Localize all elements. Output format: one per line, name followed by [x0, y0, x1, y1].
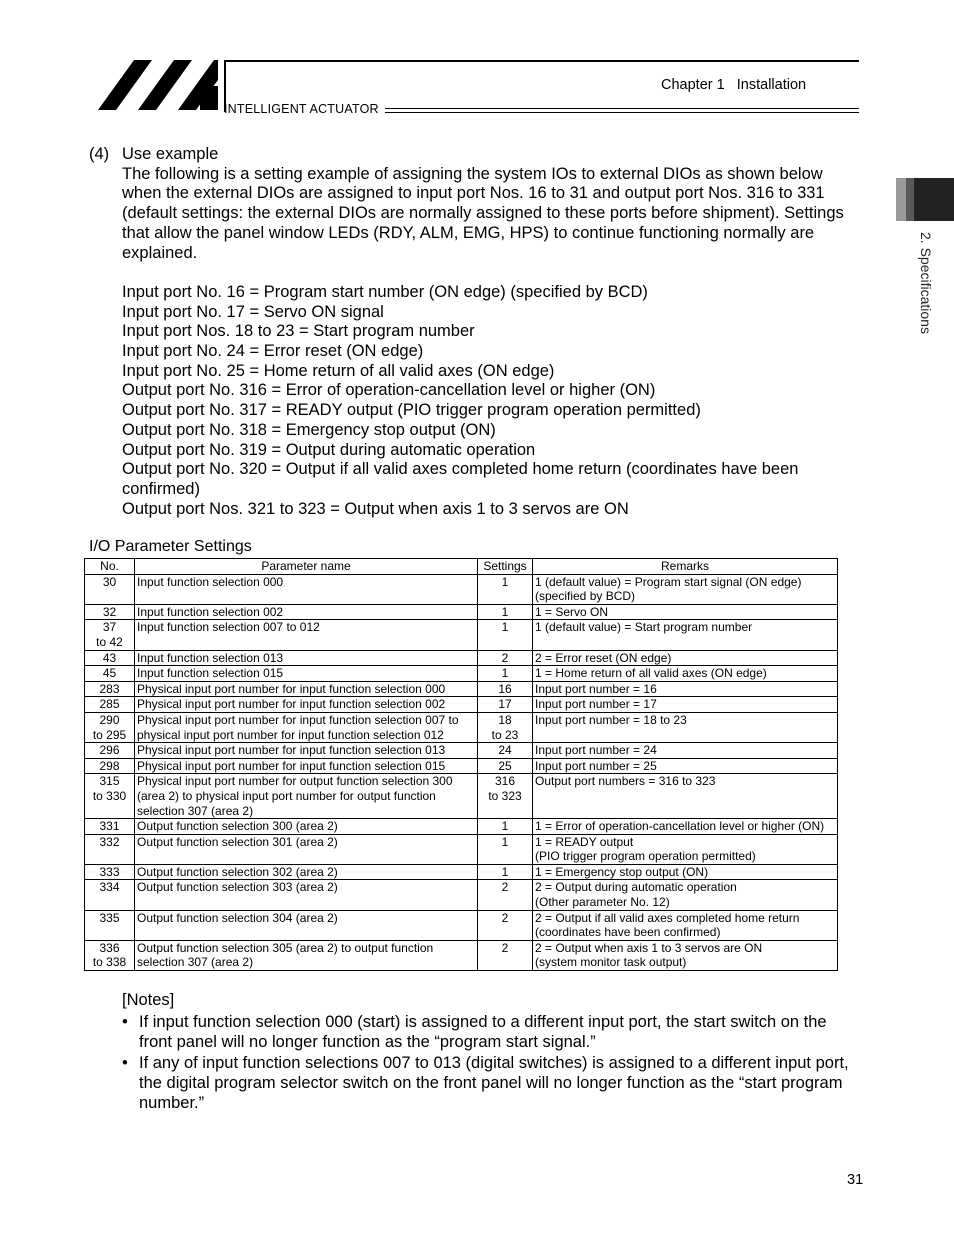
settings-cell: 1 [478, 574, 533, 604]
section-title: Use example [122, 145, 219, 163]
param-no-cell: 334 [85, 880, 135, 910]
port-assignment-item: Input port No. 17 = Servo ON signal [122, 302, 384, 321]
remarks-cell: 2 = Output if all valid axes completed home return (coordinates have been confirmed) [533, 910, 838, 940]
param-no-cell: 30 [85, 574, 135, 604]
table-row [85, 574, 838, 604]
remarks-cell: 1 = READY output (PIO trigger program operation permitted) [533, 834, 838, 864]
table-row [85, 774, 838, 819]
param-name-cell: Input function selection 000 [135, 574, 478, 604]
table-row [85, 604, 838, 620]
port-assignment-item: Output port Nos. 321 to 323 = Output when axis 1 to 3 servos are ON [122, 499, 629, 518]
table-row [85, 910, 838, 940]
param-name-cell: Input function selection 007 to 012 [135, 620, 478, 650]
port-assignment-list [122, 283, 862, 519]
param-name-cell: Output function selection 303 (area 2) [135, 880, 478, 910]
header-parameter-name: Parameter name [135, 559, 478, 575]
param-no-cell: 283 [85, 681, 135, 697]
table-row [85, 681, 838, 697]
param-no-cell: 290 to 295 [85, 712, 135, 742]
bullet-icon: • [122, 1054, 128, 1072]
settings-cell: 18 to 23 [478, 712, 533, 742]
table-row [85, 712, 838, 742]
table-title: I/O Parameter Settings [89, 538, 252, 555]
settings-cell: 16 [478, 681, 533, 697]
settings-cell: 1 [478, 864, 533, 880]
remarks-cell: Output port numbers = 316 to 323 [533, 774, 838, 819]
table-row [85, 666, 838, 682]
table-header-row [85, 559, 838, 575]
param-name-cell: Physical input port number for input function selection 015 [135, 758, 478, 774]
settings-cell: 1 [478, 604, 533, 620]
settings-cell: 1 [478, 834, 533, 864]
table-row [85, 864, 838, 880]
param-no-cell: 296 [85, 743, 135, 759]
table-row [85, 743, 838, 759]
note-text: If input function selection 000 (start) is assigned to a different input port, the start switch on the front panel will no longer function as the “program start signal.” [139, 1013, 827, 1051]
notes-title: [Notes] [122, 991, 175, 1009]
remarks-cell: 1 (default value) = Program start signal (ON edge) (specified by BCD) [533, 574, 838, 604]
remarks-cell: Input port number = 17 [533, 697, 838, 713]
header-settings: Settings [478, 559, 533, 575]
page-number: 31 [847, 1172, 864, 1188]
remarks-cell: 2 = Error reset (ON edge) [533, 650, 838, 666]
param-name-cell: Physical input port number for output function selection 300 (area 2) to physical input port number for output function selection 307 (area 2) [135, 774, 478, 819]
param-no-cell: 335 [85, 910, 135, 940]
param-name-cell: Input function selection 013 [135, 650, 478, 666]
param-name-cell: Output function selection 305 (area 2) to output function selection 307 (area 2) [135, 940, 478, 970]
port-assignment-item: Input port No. 16 = Program start number (ON edge) (specified by BCD) [122, 282, 648, 301]
settings-cell: 1 [478, 819, 533, 835]
remarks-cell: 2 = Output when axis 1 to 3 servos are ON (system monitor task output) [533, 940, 838, 970]
io-parameter-table [84, 558, 838, 971]
param-no-cell: 32 [85, 604, 135, 620]
remarks-cell: Input port number = 24 [533, 743, 838, 759]
param-no-cell: 285 [85, 697, 135, 713]
settings-cell: 25 [478, 758, 533, 774]
param-no-cell: 336 to 338 [85, 940, 135, 970]
note-text: If any of input function selections 007 to 013 (digital switches) is assigned to a different input port, the digital program selector switch on the front panel will no longer function as the “start program number.” [139, 1054, 849, 1112]
port-assignment-item: Output port No. 316 = Error of operation-cancellation level or higher (ON) [122, 381, 656, 400]
settings-cell: 316 to 323 [478, 774, 533, 819]
param-name-cell: Physical input port number for input function selection 013 [135, 743, 478, 759]
header-remarks: Remarks [533, 559, 838, 575]
remarks-cell: 1 (default value) = Start program number [533, 620, 838, 650]
param-no-cell: 298 [85, 758, 135, 774]
table-row [85, 880, 838, 910]
iai-logo [96, 58, 220, 112]
param-name-cell: Output function selection 300 (area 2) [135, 819, 478, 835]
param-name-cell: Output function selection 304 (area 2) [135, 910, 478, 940]
bullet-icon: • [122, 1013, 128, 1031]
remarks-cell: 1 = Home return of all valid axes (ON edge) [533, 666, 838, 682]
param-no-cell: 37 to 42 [85, 620, 135, 650]
table-row [85, 697, 838, 713]
param-name-cell: Input function selection 002 [135, 604, 478, 620]
param-no-cell: 45 [85, 666, 135, 682]
param-no-cell: 332 [85, 834, 135, 864]
side-section-label: 2. Specifications [918, 232, 934, 334]
settings-cell: 24 [478, 743, 533, 759]
header-no: No. [85, 559, 135, 575]
port-assignment-item: Input port No. 25 = Home return of all valid axes (ON edge) [122, 361, 555, 380]
remarks-cell: 1 = Servo ON [533, 604, 838, 620]
remarks-cell: 1 = Emergency stop output (ON) [533, 864, 838, 880]
section-number: (4) [89, 145, 110, 163]
note-item [122, 1012, 862, 1052]
param-name-cell: Output function selection 302 (area 2) [135, 864, 478, 880]
brand-name: INTELLIGENT ACTUATOR [224, 102, 379, 116]
settings-cell: 2 [478, 940, 533, 970]
param-name-cell: Physical input port number for input function selection 007 to physical input port number for input function selection 012 [135, 712, 478, 742]
param-name-cell: Physical input port number for input function selection 002 [135, 697, 478, 713]
header-double-rule [385, 108, 859, 113]
port-assignment-item: Output port No. 317 = READY output (PIO trigger program operation permitted) [122, 401, 701, 420]
param-no-cell: 333 [85, 864, 135, 880]
table-row [85, 650, 838, 666]
param-name-cell: Input function selection 015 [135, 666, 478, 682]
section-intro: The following is a setting example of assigning the system IOs to external DIOs as shown below when the external DIOs are assigned to input port Nos. 16 to 31 and output port Nos. 316 to 331 (default settings: the external DIOs are normally assigned to these ports before shipment). Settings that allow the panel window LEDs (RDY, ALM, EMG, HPS) to continue functioning normally are explained. [122, 164, 844, 262]
table-row [85, 758, 838, 774]
table-row [85, 834, 838, 864]
settings-cell: 2 [478, 650, 533, 666]
notes-list [122, 1012, 862, 1114]
settings-cell: 17 [478, 697, 533, 713]
remarks-cell: 2 = Output during automatic operation (Other parameter No. 12) [533, 880, 838, 910]
param-no-cell: 43 [85, 650, 135, 666]
settings-cell: 1 [478, 620, 533, 650]
param-name-cell: Physical input port number for input function selection 000 [135, 681, 478, 697]
remarks-cell: 1 = Error of operation-cancellation level or higher (ON) [533, 819, 838, 835]
port-assignment-item: Output port No. 320 = Output if all valid axes completed home return (coordinates have been confirmed) [122, 460, 799, 498]
settings-cell: 2 [478, 910, 533, 940]
port-assignment-item: Output port No. 319 = Output during automatic operation [122, 440, 536, 459]
table-row [85, 819, 838, 835]
settings-cell: 2 [478, 880, 533, 910]
param-name-cell: Output function selection 301 (area 2) [135, 834, 478, 864]
param-no-cell: 315 to 330 [85, 774, 135, 819]
note-item [122, 1053, 862, 1113]
port-assignment-item: Output port No. 318 = Emergency stop output (ON) [122, 420, 496, 439]
section-tab [896, 178, 954, 221]
port-assignment-item: Input port No. 24 = Error reset (ON edge) [122, 342, 424, 361]
remarks-cell: Input port number = 18 to 23 [533, 712, 838, 742]
port-assignment-item: Input port Nos. 18 to 23 = Start program number [122, 322, 475, 341]
table-row [85, 940, 838, 970]
param-no-cell: 331 [85, 819, 135, 835]
remarks-cell: Input port number = 25 [533, 758, 838, 774]
settings-cell: 1 [478, 666, 533, 682]
remarks-cell: Input port number = 16 [533, 681, 838, 697]
header-rule [224, 60, 859, 62]
table-row [85, 620, 838, 650]
chapter-title: Chapter 1 Installation [661, 77, 807, 93]
section-body [122, 145, 862, 519]
